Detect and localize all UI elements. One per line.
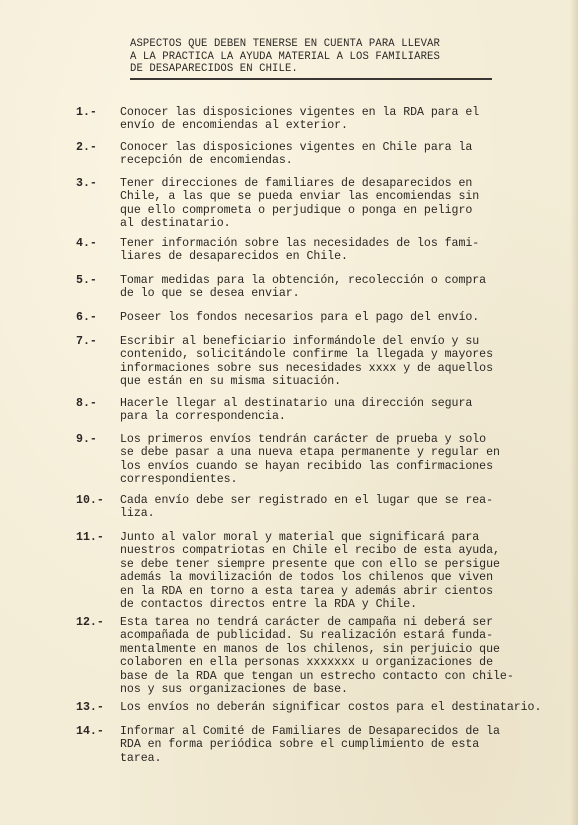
text-line: Junto al valor moral y material que significará para <box>120 531 480 544</box>
text-line: RDA en forma periódica sobre el cumplimiento de esta <box>120 738 480 752</box>
text-line: al destinatario. <box>120 217 231 231</box>
item-text <box>120 106 560 133</box>
item-number: 7.- <box>76 335 97 348</box>
text-line: Hacerle llegar al destinatario una dirección segura <box>120 397 473 410</box>
text-line: además la movilización de todos los chilenos que viven <box>120 571 493 585</box>
item-number: 5.- <box>76 274 97 287</box>
text-line: en la RDA en torno a esta tarea y además abrir cientos <box>120 584 493 598</box>
text-line: para la correspondencia. <box>120 410 286 424</box>
text-line: Tomar medidas para la obtención, recolección o compra <box>120 274 487 287</box>
text-line: Informar al Comité de Familiares de Desaparecidos de la <box>120 725 500 738</box>
item-number: 3.- <box>76 177 97 190</box>
text-line: Conocer las disposiciones vigentes en Chile para la <box>120 141 473 154</box>
text-line: se debe tener siempre presente que con ello se persigue <box>120 557 500 571</box>
text-line: Los envíos no deberán significar costos para el destinatario. <box>120 701 542 714</box>
item-text <box>120 701 560 714</box>
item-text <box>120 311 560 324</box>
text-line: se debe pasar a una nueva etapa permanente y regular en <box>120 446 500 460</box>
item-number: 12.- <box>76 616 104 629</box>
text-line: Tener direcciones de familiares de desaparecidos en <box>120 177 473 190</box>
text-line: Cada envío debe ser registrado en el lugar que se rea- <box>120 494 493 507</box>
item-text <box>120 494 560 521</box>
text-line: Poseer los fondos necesarios para el pago del envío. <box>120 311 480 324</box>
text-line: Los primeros envíos tendrán carácter de prueba y solo <box>120 433 487 446</box>
item-text <box>120 177 560 231</box>
title-line: DE DESAPARECIDOS EN CHILE. <box>130 63 298 75</box>
item-number: 1.- <box>76 106 97 119</box>
text-line: nuestros compatriotas en Chile el recibo de esta ayuda, <box>120 544 500 558</box>
text-line: contenido, solicitándole confirme la llegada y mayores <box>120 348 493 362</box>
text-line: de lo que se desea enviar. <box>120 287 300 301</box>
text-line: que ello comprometa o perjudique o ponga en peligro <box>120 203 473 217</box>
text-line: nos y sus organizaciones de base. <box>120 683 348 697</box>
text-line: base de la RDA que tengan un estrecho contacto con chile- <box>120 669 514 683</box>
text-line: Escribir al beneficiario informándole del envío y su <box>120 335 480 348</box>
text-line: colaboren en ella personas xxxxxxx u organizaciones de <box>120 656 493 670</box>
item-text <box>120 141 560 168</box>
text-line: Chile, a las que se pueda enviar las encomiendas sin <box>120 190 480 204</box>
item-text <box>120 433 560 487</box>
text-line: recepción de encomiendas. <box>120 154 293 168</box>
text-line: acompañada de publicidad. Su realización estará funda- <box>120 629 493 643</box>
text-line: que están en su misma situación. <box>120 375 342 389</box>
page-edge-shadow <box>570 0 578 825</box>
item-text <box>120 274 560 301</box>
item-number: 6.- <box>76 311 97 324</box>
item-text <box>120 725 560 765</box>
text-line: envío de encomiendas al exterior. <box>120 119 348 133</box>
item-number: 8.- <box>76 397 97 410</box>
item-number: 9.- <box>76 433 97 446</box>
title-line: A LA PRACTICA LA AYUDA MATERIAL A LOS FAMILIARES <box>130 50 440 63</box>
text-line: Conocer las disposiciones vigentes en la RDA para el <box>120 106 480 119</box>
title-line: ASPECTOS QUE DEBEN TENERSE EN CUENTA PARA LLEVAR <box>130 38 440 50</box>
item-text <box>120 397 560 424</box>
text-line: liza. <box>120 507 155 521</box>
item-number: 14.- <box>76 725 104 738</box>
text-line: liares de desaparecidos en Chile. <box>120 250 348 264</box>
text-line: Esta tarea no tendrá carácter de campaña ni deberá ser <box>120 616 493 629</box>
text-line: mentalmente en manos de los chilenos, sin perjuicio que <box>120 642 500 656</box>
text-line: Tener información sobre las necesidades de los fami- <box>120 237 480 250</box>
text-line: informaciones sobre sus necesidades xxxx y de aquellos <box>120 361 493 375</box>
text-line: tarea. <box>120 751 162 765</box>
item-number: 13.- <box>76 701 104 714</box>
text-line: correspondientes. <box>120 473 238 487</box>
item-text <box>120 531 560 611</box>
text-line: de contactos directos entre la RDA y Chile. <box>120 598 418 612</box>
item-text <box>120 616 560 696</box>
item-text <box>120 335 560 389</box>
text-line: los envíos cuando se hayan recibido las confirmaciones <box>120 459 493 473</box>
item-number: 11.- <box>76 531 104 544</box>
item-number: 4.- <box>76 237 97 250</box>
item-number: 10.- <box>76 494 104 507</box>
item-number: 2.- <box>76 141 97 154</box>
item-text <box>120 237 560 264</box>
